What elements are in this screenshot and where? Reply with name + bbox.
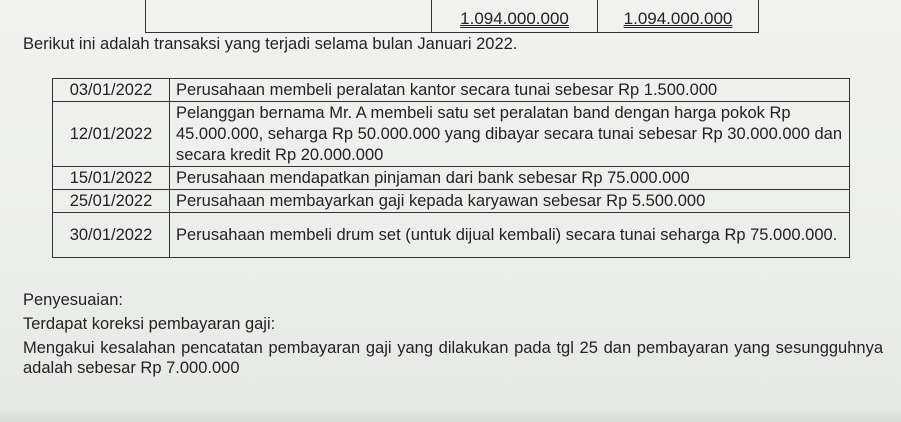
transactions-table	[52, 78, 850, 258]
table-row	[53, 213, 850, 258]
transaction-date: 12/01/2022	[53, 102, 170, 167]
transaction-description: Perusahaan membayarkan gaji kepada karyawan sebesar Rp 5.500.000	[170, 190, 850, 213]
previous-table-total-debit: 1.094.000.000	[431, 0, 597, 32]
adjustment-title: Penyesuaian:	[23, 291, 123, 309]
transaction-description: Pelanggan bernama Mr. A membeli satu set peralatan band dengan harga pokok Rp 45.000.000, seharga Rp 50.000.000 yang dibayar secara tunai sebesar Rp 30.000.000 dan secara kredit Rp 20.000.000	[170, 102, 850, 167]
previous-table-empty-cell	[146, 0, 431, 32]
page-bottom-edge	[0, 410, 901, 422]
transaction-date: 03/01/2022	[53, 79, 170, 102]
table-row	[53, 102, 850, 167]
transaction-description: Perusahaan membeli drum set (untuk dijual kembali) secara tunai seharga Rp 75.000.000.	[170, 213, 850, 258]
transaction-date: 15/01/2022	[53, 167, 170, 190]
adjustment-body: Mengakui kesalahan pencatatan pembayaran gaji yang dilakukan pada tgl 25 dan pembayaran yang sesungguhnya adalah sebesar Rp 7.000.000	[23, 339, 883, 377]
table-row	[53, 167, 850, 190]
transaction-description: Perusahaan membeli peralatan kantor secara tunai sebesar Rp 1.500.000	[170, 79, 850, 102]
transaction-description: Perusahaan mendapatkan pinjaman dari bank sebesar Rp 75.000.000	[170, 167, 850, 190]
adjustment-section	[23, 290, 883, 378]
table-row	[53, 79, 850, 102]
previous-table-total-credit: 1.094.000.000	[597, 0, 758, 32]
intro-text: Berikut ini adalah transaksi yang terjadi selama bulan Januari 2022.	[23, 35, 518, 53]
previous-table-fragment	[145, 0, 759, 33]
adjustment-subtitle: Terdapat koreksi pembayaran gaji:	[23, 315, 276, 333]
transaction-date: 25/01/2022	[53, 190, 170, 213]
transaction-date: 30/01/2022	[53, 213, 170, 258]
table-row	[53, 190, 850, 213]
